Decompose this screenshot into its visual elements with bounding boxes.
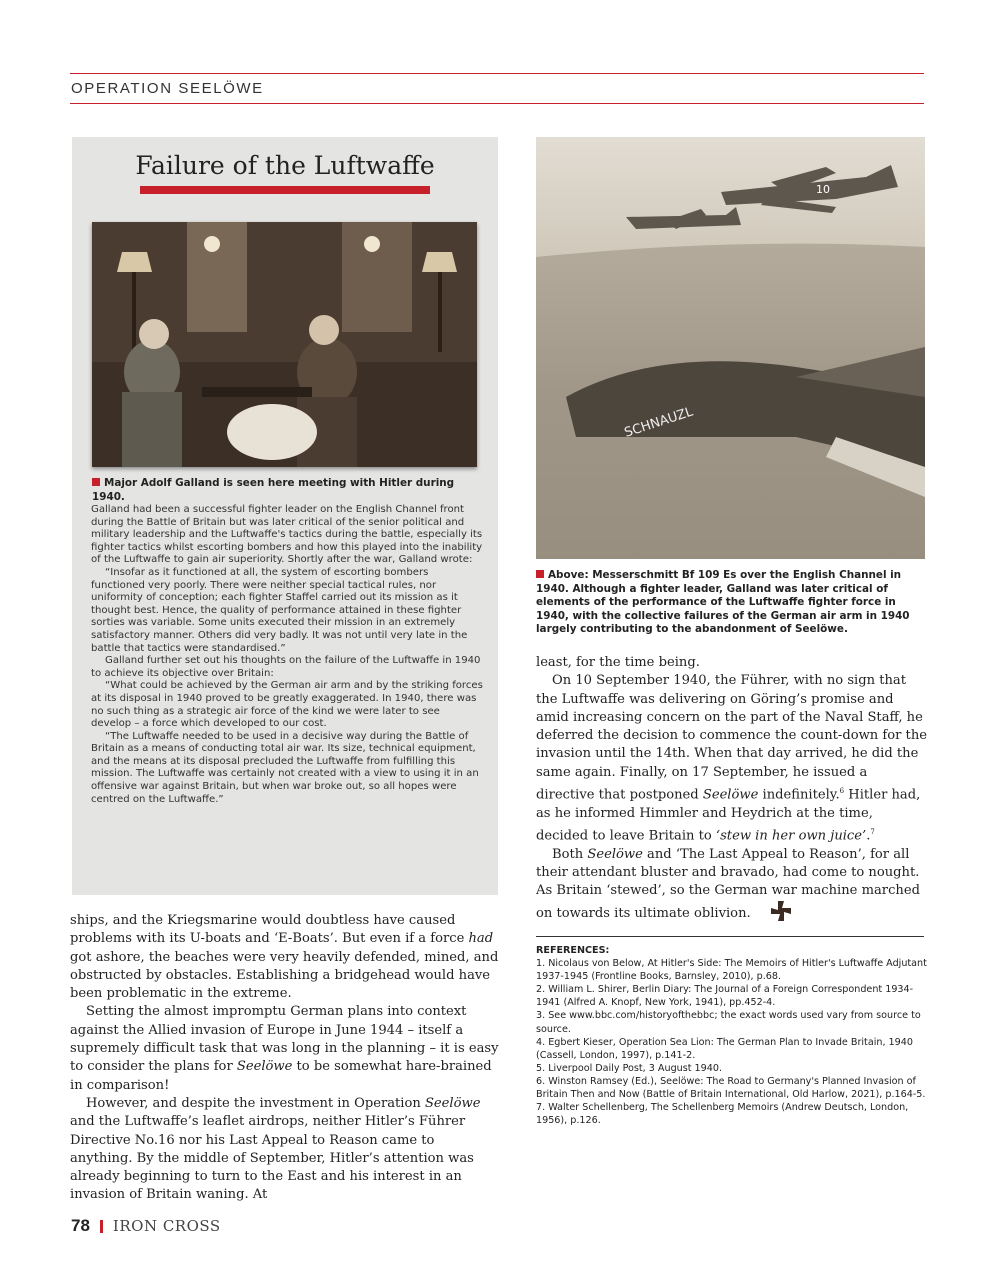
sidebar-box <box>72 137 498 895</box>
caption-text: Above: Messerschmitt Bf 109 Es over the English Channel in 1940. Although a fighter leader, Galland was later critical of elements of the performance of the Luftwaffe fighter force in 1940, with the collective failures of the German air arm in 1940 largely contributing to the abandonment of Seelöwe. <box>536 569 910 635</box>
sidebar-paragraph: “The Luftwaffe needed to be used in a decisive way during the Battle of Britain as a means of conducting total air war. Its size, technical equipment, and the means at its disposal precluded the Luftwaffe from fulfilling this mission. The Luftwaffe was certainly not created with a view to using it in an offensive war against Britain, but when war broke out, so all hopes were centred on the Luftwaffe.” <box>91 730 479 805</box>
references-rule <box>536 936 924 937</box>
sidebar-paragraph: “Insofar as it functioned at all, the system of escorting bombers functioned very poorly. There were neither special tactical rules, nor uniformity of conception; each fighter Staffel carried out its mission as it thought best. Hence, the quality of performance attained in these fighter sorties was variable. Some units executed their mission in an extremely satisfactory manner. Others did very badly. It was not until very late in the battle that tactics were standardised.” <box>91 566 468 654</box>
sidebar-paragraph: “What could be achieved by the German air arm and by the striking forces at its disposal in 1940 proved to be greatly exaggerated. In 1940, there was no such thing as a strategic air force of the kind we were later to see develop – a force which developed to our cost. <box>91 680 483 730</box>
page-number: 78 <box>71 1216 90 1235</box>
references <box>536 944 928 1127</box>
header-rule-top <box>70 73 924 74</box>
reference-item: 4. Egbert Kieser, Operation Sea Lion: The German Plan to Invade Britain, 1940 (Cassell, London, 1997), p.141-2. <box>536 1036 913 1061</box>
reference-item: 6. Winston Ramsey (Ed.), Seelöwe: The Road to Germany's Planned Invasion of Britain Then and Now (Battle of Britain International, Old Harlow, 2021), p.164-5. <box>536 1075 926 1101</box>
iron-cross-icon <box>755 901 791 927</box>
photo-caption <box>536 569 928 637</box>
caption-text: Major Adolf Galland is seen here meeting with Hitler during 1940. <box>92 477 455 503</box>
page-footer <box>71 1216 221 1236</box>
tail-number: 10 <box>816 183 830 196</box>
left-body-text: ships, and the Kriegsmarine would doubtless have caused problems with its U-boats and ‘E-Boats’. But even if a force had got ashore, the beaches were very heavily defended, mined, and obstructed by obstacles. Establishing a bridgehead would have been problematic in the extreme. Setting the almost impromptu German plans into context against the Allied invasion of Europe in June 1944 – itself a supremely difficult task that was long in the planning – it is easy to consider the plans for Seelöwe to be somewhat hare-brained in comparison! However, and despite the investment in Operation Seelöwe and the Luftwaffe’s leaflet airdrops, neither Hitler’s Führer Directive No.16 nor his Last Appeal to Reason came to anything. By the middle of September, Hitler’s attention was already beginning to turn to the East and his interest in an invasion of Britain waning. At <box>70 913 499 1203</box>
footer-divider <box>100 1220 103 1233</box>
magazine-name: IRON CROSS <box>112 1217 221 1235</box>
reference-item: 1. Nicolaus von Below, At Hitler's Side: The Memoirs of Hitler's Luftwaffe Adjutant 1937-1945 (Frontline Books, Barnsley, 2010), p.68. <box>536 958 927 983</box>
sidebar-paragraph: Galland further set out his thoughts on the failure of the Luftwaffe in 1940 to achieve its objective over Britain: <box>91 655 481 679</box>
galland-hitler-photo <box>92 222 477 467</box>
caption-marker-icon <box>536 570 544 578</box>
reference-item: 7. Walter Schellenberg, The Schellenberg Memoirs (Andrew Deutsch, London, 1956), p.126. <box>536 1102 909 1127</box>
caption-marker-icon <box>92 478 100 486</box>
sidebar-title: Failure of the Luftwaffe <box>135 151 435 180</box>
bf109-photo <box>536 137 925 559</box>
photo-caption <box>92 477 487 504</box>
footnote-6: 6 <box>839 787 845 796</box>
footnote-7: 7 <box>870 828 875 837</box>
reference-item: 2. William L. Shirer, Berlin Diary: The Journal of a Foreign Correspondent 1934-1941 (Alfred A. Knopf, New York, 1941), pp.452-4. <box>536 984 914 1009</box>
references-heading: REFERENCES: <box>536 945 610 956</box>
section-header: OPERATION SEELÖWE <box>71 80 264 97</box>
nose-art: SCHNAUZL <box>622 404 695 441</box>
right-body-text: least, for the time being. On 10 September 1940, the Führer, with no sign that the Luftwaffe was delivering on Göring’s promise and amid increasing concern on the part of the Naval Staff, he deferred the decision to commence the count-down for the invasion until the 14th. When that day arrived, he did the same again. Finally, on 17 September, he issued a directive that postponed Seelöwe indefinitely.$^6$ Hitler had, as he informed Himmler and Heydrich at the time, decided to leave Britain to ‘stew in her own juice’.$^7$ Both Seelöwe and ‘The Last Appeal to Reason’, for all their attendant bluster and bravado, had come to nought. As Britain ‘stewed’, so the German war machine marched on towards its ultimate oblivion. <box>536 654 928 927</box>
title-underline <box>140 186 430 194</box>
sidebar-text <box>91 504 483 806</box>
sidebar-paragraph: Galland had been a successful fighter leader on the English Channel front during the Battle of Britain but was later critical of the senior political and military leadership and the Luftwaffe's tactics during the battle, especially its fighter tactics whilst escorting bombers and how this played into the inability of the Luftwaffe to gain air superiority. Shortly after the war, Galland wrote: <box>91 504 483 566</box>
reference-item: 3. See www.bbc.com/historyofthebbc; the exact words used vary from source to source. <box>536 1010 921 1035</box>
header-rule-bottom <box>70 103 924 104</box>
reference-item: 5. Liverpool Daily Post, 3 August 1940. <box>536 1062 723 1074</box>
